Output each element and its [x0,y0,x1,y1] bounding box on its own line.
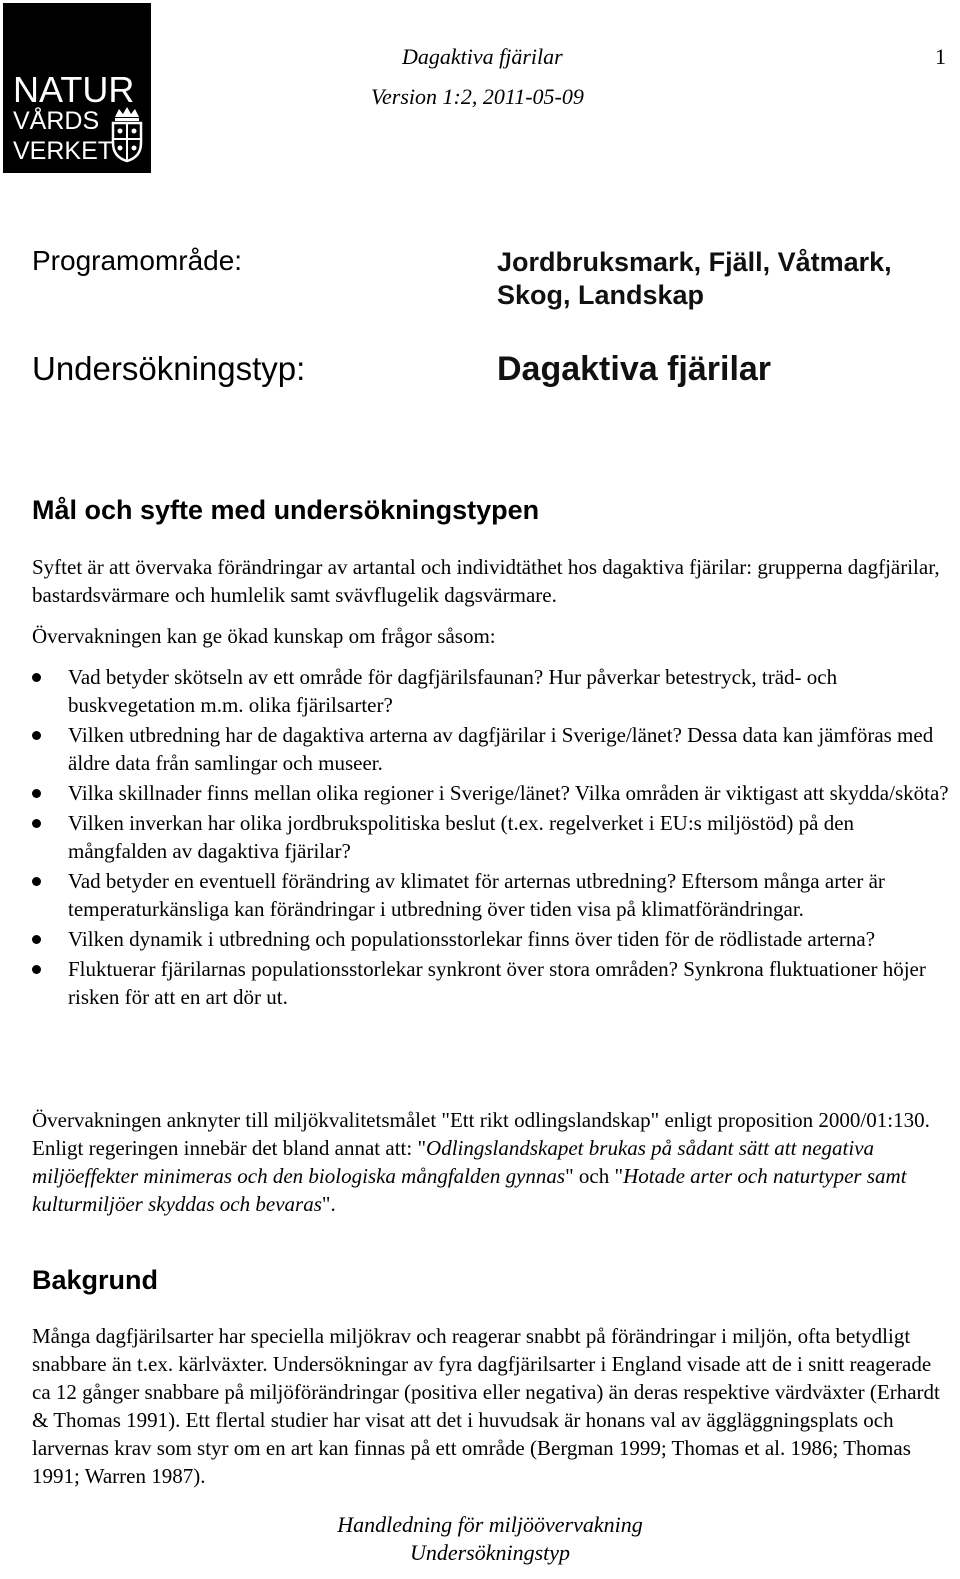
bullet-icon [32,819,41,828]
question-text: Vad betyder en eventuell förändring av klimatet för arternas utbredning? Eftersom många arter är temperaturkänsliga kan förändringar i utbredning över tiden visa på klimatförändringar. [68,869,885,921]
goal-quote-2: Hotade arter och naturtyper samt kulturmiljöer skyddas och bevaras [32,1164,907,1216]
goal-text-c: ". [321,1192,336,1216]
list-item [32,955,952,1011]
survey-type-label: Undersökningstyp: [32,350,306,387]
question-text: Vilken inverkan har olika jordbrukspolitiska beslut (t.ex. regelverket i EU:s miljöstöd) på den mångfalden av dagaktiva fjärilar? [68,811,855,863]
list-item [32,721,952,777]
questions-intro: Övervakningen kan ge ökad kunskap om frågor såsom: [32,624,496,648]
goal-quote-1: Odlingslandskapet brukas på sådant sätt att negativa miljöeffekter minimeras och den biologiska mångfalden gynnas [32,1136,875,1188]
header-title: Dagaktiva fjärilar [402,44,563,69]
section-heading-background: Bakgrund [32,1265,159,1295]
question-list [32,663,952,1013]
list-item [32,867,952,923]
environmental-goal-paragraph [32,1106,952,1218]
program-area-label: Programområde: [32,245,243,276]
question-text: Vilken utbredning har de dagaktiva arterna av dagfjärilar i Sverige/länet? Dessa data kan jämföras med äldre data från samlingar och museer. [68,723,934,775]
logo-text-line1: NATUR [13,69,135,110]
list-item [32,663,952,719]
bullet-icon [32,731,41,740]
footer-line1: Handledning för miljöövervakning [337,1512,643,1537]
bullet-icon [32,877,41,886]
goal-text-a: Övervakningen anknyter till miljökvalitetsmålet "Ett rikt odlingslandskap" enligt proposition 2000/01:130. Enligt regeringen innebär det bland annat att: " [32,1108,930,1160]
program-area-value-line1: Jordbruksmark, Fjäll, Våtmark, [497,247,892,277]
survey-type-value: Dagaktiva fjärilar [497,350,772,388]
question-text: Vilka skillnader finns mellan olika regioner i Sverige/länet? Vilka områden är viktigast att skydda/sköta? [68,781,949,805]
list-item [32,779,952,807]
footer-line2: Undersökningstyp [409,1540,571,1565]
header-version: Version 1:2, 2011-05-09 [371,84,584,109]
background-paragraph: Många dagfjärilsarter har speciella miljökrav och reagerar snabbt på förändringar i miljön, ofta betydligt snabbare än t.ex. kärlväxter. Undersökningar av fyra dagfjärilsarter i England visade att de i snitt reagerade ca 12 gånger snabbare på miljöförändringar (positiva eller negativa) än deras respektive värdväxter (Erhardt & Thomas 1991). Ett flertal studier har visat att det i huvudsak är honans val av äggläggningsplats och larvernas krav som styr om en art kan finnas på ett område (Bergman 1999; Thomas et al. 1986; Thomas 1991; Warren 1987). [32,1324,940,1488]
bullet-icon [32,935,41,944]
question-text: Vilken dynamik i utbredning och populationsstorlekar finns över tiden för de rödlistade arterna? [68,927,876,951]
page-number: 1 [935,44,946,69]
logo-text-line2: VÅRDS [13,107,100,135]
goal-text-b: " och " [565,1164,624,1188]
section-heading-purpose: Mål och syfte med undersökningstypen [32,495,540,525]
purpose-paragraph: Syftet är att övervaka förändringar av artantal och individtäthet hos dagaktiva fjärilar: grupperna dagfjärilar, bastardsvärmare och humlelik samt svävflugelik dagsvärmare. [32,555,940,607]
logo-text-line3: VERKET [13,137,114,165]
bullet-icon [32,673,41,682]
list-item [32,809,952,865]
list-item [32,925,952,953]
question-text: Vad betyder skötseln av ett område för dagfjärilsfaunan? Hur påverkar betestryck, träd- och buskvegetation m.m. olika fjärilsarter? [68,665,838,717]
bullet-icon [32,789,41,798]
bullet-icon [32,965,41,974]
naturvardsverket-logo [3,3,151,173]
question-text: Fluktuerar fjärilarnas populationsstorlekar synkront över stora områden? Synkrona fluktuationer höjer risken för att en art dör ut. [68,957,926,1009]
coat-of-arms-icon [109,105,145,163]
program-area-value-line2: Skog, Landskap [497,280,705,310]
program-area-value [497,246,892,312]
